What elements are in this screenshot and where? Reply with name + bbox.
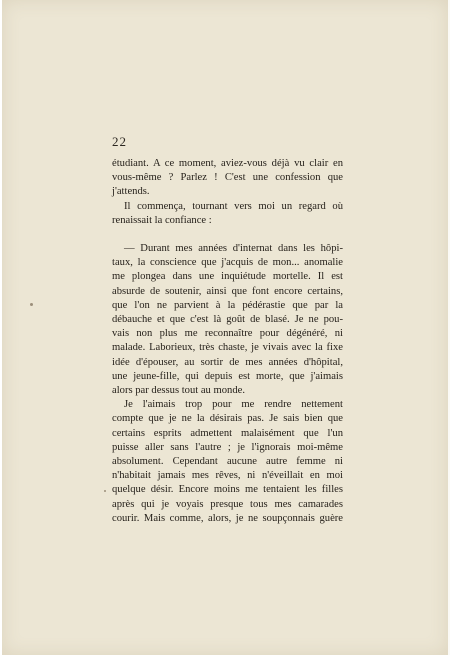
- text-line: — Durant mes années d'internat dans les hôpi-: [124, 243, 343, 255]
- text-line: alors par dessus tout au monde.: [112, 385, 245, 397]
- text-line: renaissait la confiance :: [112, 214, 212, 226]
- text-line: courir. Mais comme, alors, je ne soupçonnais guère: [112, 512, 343, 524]
- text-line: Je l'aimais trop pour me rendre nettement: [124, 399, 343, 411]
- text-line: quelque désir. Encore moins me tentaient les filles: [112, 484, 343, 496]
- text-line: débauche et que c'est là goût de blasé. Je ne pou-: [112, 314, 343, 326]
- text-line: vais non plus me reconnaître pour dégénéré, ni: [112, 328, 343, 340]
- page-number: 22: [112, 134, 127, 149]
- paper-speck: [104, 490, 106, 492]
- text-line: absolument. Cependant aucune autre femme ni: [112, 456, 343, 468]
- text-line: malade. Laborieux, très chaste, je vivais avec la fixe: [112, 342, 343, 354]
- text-line: n'habitait jamais mes rêves, ni n'éveillait en moi: [112, 470, 343, 482]
- text-line: étudiant. A ce moment, aviez-vous déjà vu clair en: [112, 158, 343, 169]
- paragraph: [112, 157, 343, 200]
- text-line: que l'on ne parvient à la pédérastie que par la: [112, 299, 343, 311]
- paragraph: [112, 242, 343, 398]
- text-line: certains esprits admettent malaisément que l'un: [112, 427, 343, 439]
- text-line: vous-même ? Parlez ! C'est une confession que: [112, 172, 343, 184]
- text-line: Il commença, tournant vers moi un regard où: [124, 200, 343, 212]
- paragraph: [112, 398, 343, 526]
- text-line: une jeune-fille, qui depuis est morte, que j'aimais: [112, 370, 343, 382]
- text-line: compte que je ne la désirais pas. Je sais bien que: [112, 413, 343, 425]
- text-line: puisse aller sans l'autre ; je l'ignorais moi-même: [112, 441, 343, 453]
- text-line: après qui je voyais presque tous mes camarades: [112, 498, 343, 510]
- paper-speck: [30, 303, 33, 306]
- paragraph: [112, 200, 343, 228]
- text-line: absurde de soutenir, ainsi que font encore certains,: [112, 285, 343, 297]
- body-text: [112, 157, 343, 526]
- text-line: me plongea dans une inquiétude mortelle. Il est: [112, 271, 343, 283]
- text-line: taux, la conscience que j'acquis de mon... anomalie: [112, 257, 343, 269]
- text-line: idée d'épouser, au sortir de mes années d'hôpital,: [112, 356, 343, 368]
- text-line: j'attends.: [112, 186, 150, 198]
